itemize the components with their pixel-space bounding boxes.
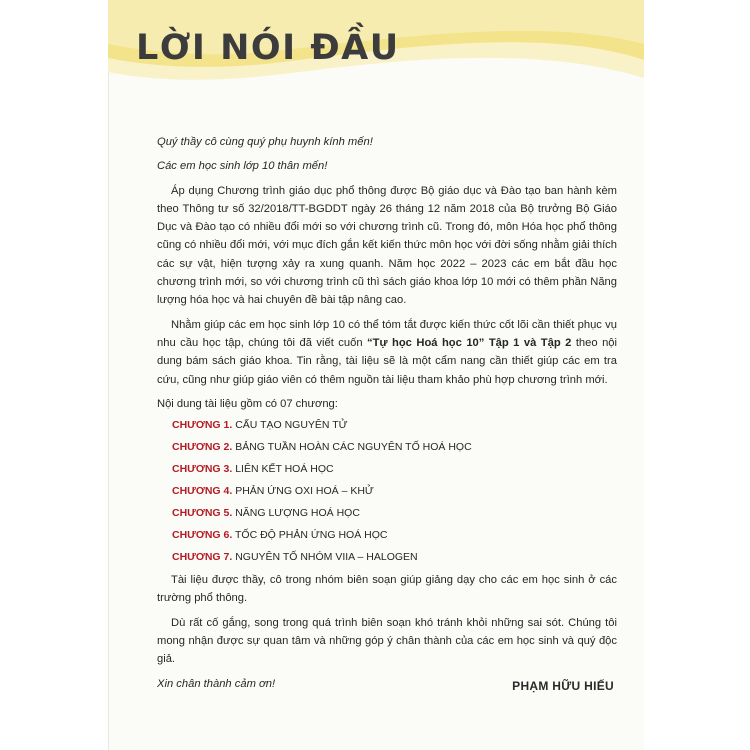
closing-thanks: Xin chân thành cảm ơn!	[157, 677, 276, 690]
page-title: LỜI NÓI ĐẦU	[136, 28, 400, 68]
purpose-paragraph	[157, 316, 617, 389]
chapter-name: CẤU TẠO NGUYÊN TỬ	[235, 419, 348, 432]
author-signature: PHẠM HỮU HIẾU	[512, 679, 614, 693]
greeting-students: Các em học sinh lớp 10 thân mến!	[157, 160, 328, 173]
chapter-label: CHƯƠNG 2.	[172, 441, 233, 454]
chapter-item	[172, 483, 617, 500]
chapter-name: PHẢN ỨNG OXI HOÁ – KHỬ	[235, 484, 374, 497]
authors-paragraph: Tài liệu được thầy, cô trong nhóm biên soạn giúp giảng dạy cho các em học sinh ở các trường phổ thông.	[157, 574, 617, 605]
chapter-name: LIÊN KẾT HOÁ HỌC	[235, 462, 334, 475]
chapter-name: TỐC ĐỘ PHẢN ỨNG HOÁ HỌC	[235, 528, 388, 541]
purpose-text-end: theo nội dung bám sách giáo khoa. Tin rằng, tài liệu sẽ là một cẩm nang cần thiết giúp các em tra cứu, cũng như giúp giáo viên có thêm nguồn tài liệu tham khảo phù hợp chương trình mới.	[157, 336, 617, 386]
purpose-text-start: Nhằm giúp các em học sinh lớp 10 có thể tóm tắt được kiến thức cốt lõi cần thiết phục vụ nhu cầu học tập, chúng tôi đã viết cuốn	[157, 318, 617, 349]
contents-intro: Nội dung tài liệu gồm có 07 chương:	[157, 397, 338, 410]
chapter-item	[172, 417, 617, 434]
intro-paragraph: Áp dụng Chương trình giáo dục phổ thông được Bộ giáo dục và Đào tạo ban hành kèm theo Thông tư số 32/2018/TT-BGDDT ngày 26 tháng 12 năm 2018 của Bộ trưởng Bộ Giáo Dục và Đào tạo có nhiều đổi mới so với chương trình cũ. Trong đó, môn Hóa học phổ thông cũng có nhiều đổi mới, với mục đích gắn kết kiến thức môn học với đời sống nhằm giải thích các sự vật, hiện tượng xảy ra xung quanh. Năm học 2022 – 2023 các em bắt đầu học chương trình mới, so với chương trình cũ thì sách giáo khoa lớp 10 mới có thêm phần Năng lượng hóa học và hai chuyên đề bài tập nâng cao.	[157, 184, 617, 307]
chapter-name: BẢNG TUẦN HOÀN CÁC NGUYÊN TỐ HOÁ HỌC	[235, 441, 472, 454]
book-title: “Tự học Hoá học 10” Tập 1 và Tập 2	[367, 336, 572, 349]
greeting-parents: Quý thầy cô cùng quý phụ huynh kính mến!	[157, 136, 373, 148]
chapter-item	[172, 439, 617, 456]
chapter-name: NĂNG LƯỢNG HOÁ HỌC	[235, 506, 360, 519]
apology-paragraph: Dù rất cố gắng, song trong quá trình biên soạn khó tránh khỏi những sai sót. Chúng tôi mong nhận được sự quan tâm và những góp ý chân thành của các em học sinh và quý độc giả.	[157, 616, 617, 666]
preface-content	[157, 133, 617, 693]
chapter-label: CHƯƠNG 4.	[172, 484, 233, 497]
chapter-label: CHƯƠNG 5.	[172, 506, 233, 519]
chapter-list	[157, 417, 617, 565]
chapter-item	[172, 505, 617, 522]
chapter-label: CHƯƠNG 7.	[172, 550, 233, 563]
chapter-item	[172, 549, 617, 566]
chapter-name: NGUYÊN TỐ NHÓM VIIA – HALOGEN	[235, 550, 418, 563]
chapter-label: CHƯƠNG 1.	[172, 419, 233, 432]
chapter-label: CHƯƠNG 3.	[172, 462, 233, 475]
book-page	[108, 0, 644, 750]
chapter-label: CHƯƠNG 6.	[172, 528, 233, 541]
chapter-item	[172, 461, 617, 478]
chapter-item	[172, 527, 617, 544]
